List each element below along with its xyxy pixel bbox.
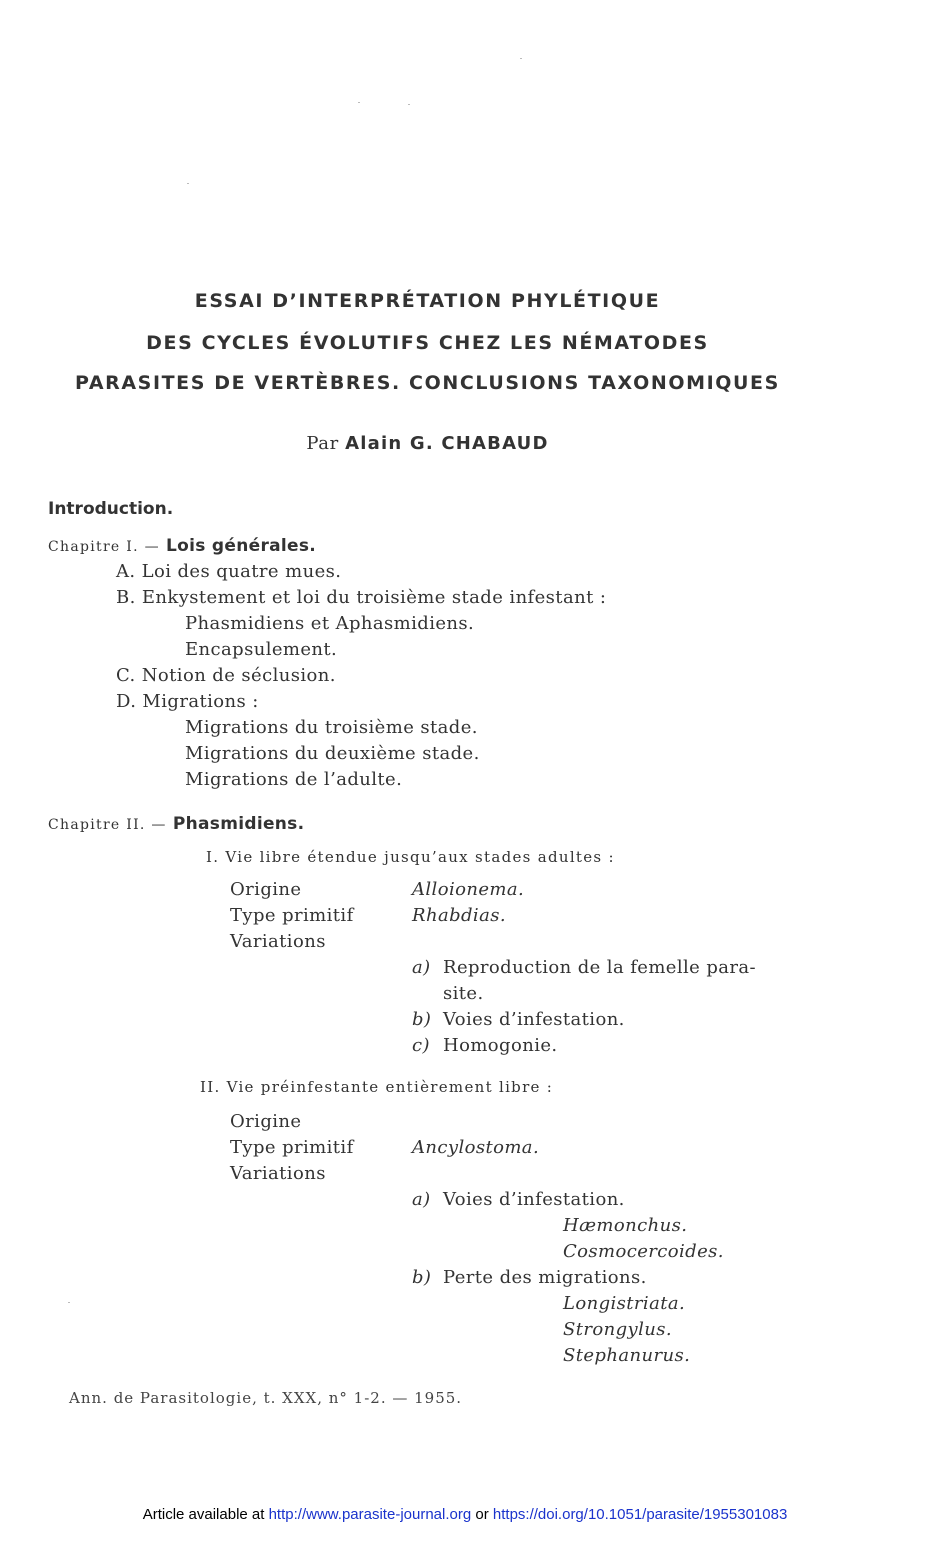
section-2-var-b-text: Perte des migrations. (443, 1267, 647, 1288)
section-2-var-a-genus-2: Cosmocercoides. (563, 1241, 724, 1262)
toc-item-a: A. Loi des quatre mues. (116, 561, 342, 582)
section-1-var-a-text: Reproduction de la femelle para- (443, 957, 757, 978)
chapter-1-label: Chapitre I. — (48, 539, 160, 555)
section-1-origine-label: Origine (230, 879, 302, 900)
section-2-origine-label: Origine (230, 1111, 302, 1132)
section-1-type-label: Type primitif (230, 905, 354, 926)
author-line (0, 433, 855, 454)
section-2-var-b-genus-2: Strongylus. (563, 1319, 672, 1340)
author-prefix: Par (306, 433, 339, 454)
chapter-1-title: Lois générales. (166, 536, 317, 556)
scan-speck (187, 183, 189, 184)
journal-footer: Ann. de Parasitologie, t. XXX, n° 1-2. — 1955. (69, 1389, 463, 1407)
section-2-type-value: Ancylostoma. (412, 1137, 540, 1158)
section-2-var-a-marker: a) (412, 1189, 431, 1210)
section-1-origine-value: Alloionema. (412, 879, 525, 900)
toc-item-d: D. Migrations : (116, 691, 259, 712)
section-1-var-c-text: Homogonie. (443, 1035, 558, 1056)
section-1-var-a-marker: a) (412, 957, 431, 978)
section-1-var-c-marker: c) (412, 1035, 430, 1056)
toc-subitem-d3: Migrations de l’adulte. (185, 769, 403, 790)
title-line-3: PARASITES DE VERTÈBRES. CONCLUSIONS TAXONOMIQUES (75, 372, 780, 394)
section-2-var-b-genus-3: Stephanurus. (563, 1345, 691, 1366)
introduction-heading: Introduction. (48, 499, 174, 519)
toc-item-b: B. Enkystement et loi du troisième stade infestant : (116, 587, 607, 608)
availability-line (0, 1506, 930, 1523)
title-line-1: ESSAI D’INTERPRÉTATION PHYLÉTIQUE (194, 290, 661, 312)
chapter-2-title: Phasmidiens. (172, 814, 305, 834)
section-2-variations-label: Variations (230, 1163, 326, 1184)
chapter-2-heading (48, 813, 304, 834)
section-1-var-a-text-cont: site. (443, 983, 484, 1004)
section-1-var-b-text: Voies d’infestation. (443, 1009, 625, 1030)
section-2-var-a-text: Voies d’infestation. (443, 1189, 625, 1210)
availability-prefix: Article available at (142, 1506, 265, 1523)
section-1-var-b-marker: b) (412, 1009, 432, 1030)
scan-speck (408, 104, 410, 105)
scan-speck (520, 58, 522, 59)
toc-subitem-b2: Encapsulement. (185, 639, 338, 660)
section-2-var-a-genus-1: Hæmonchus. (563, 1215, 688, 1236)
toc-subitem-d1: Migrations du troisième stade. (185, 717, 478, 738)
section-2-type-label: Type primitif (230, 1137, 354, 1158)
section-1-variations-label: Variations (230, 931, 326, 952)
doi-link[interactable]: https://doi.org/10.1051/parasite/1955301083 (492, 1506, 788, 1523)
section-1-heading: I. Vie libre étendue jusqu’aux stades adultes : (206, 848, 615, 866)
toc-subitem-d2: Migrations du deuxième stade. (185, 743, 480, 764)
chapter-1-heading (48, 535, 316, 556)
scan-speck (358, 102, 360, 103)
scan-speck (68, 1302, 70, 1303)
journal-link[interactable]: http://www.parasite-journal.org (268, 1506, 472, 1523)
section-2-heading: II. Vie préinfestante entièrement libre : (200, 1078, 554, 1096)
author-name: Alain G. CHABAUD (345, 433, 549, 454)
toc-subitem-b1: Phasmidiens et Aphasmidiens. (185, 613, 475, 634)
section-1-type-value: Rhabdias. (412, 905, 506, 926)
availability-middle: or (475, 1506, 489, 1523)
title-line-2: DES CYCLES ÉVOLUTIFS CHEZ LES NÉMATODES (146, 332, 709, 354)
toc-item-c: C. Notion de séclusion. (116, 665, 336, 686)
section-2-var-b-genus-1: Longistriata. (563, 1293, 686, 1314)
chapter-2-label: Chapitre II. — (48, 817, 167, 833)
section-2-var-b-marker: b) (412, 1267, 432, 1288)
